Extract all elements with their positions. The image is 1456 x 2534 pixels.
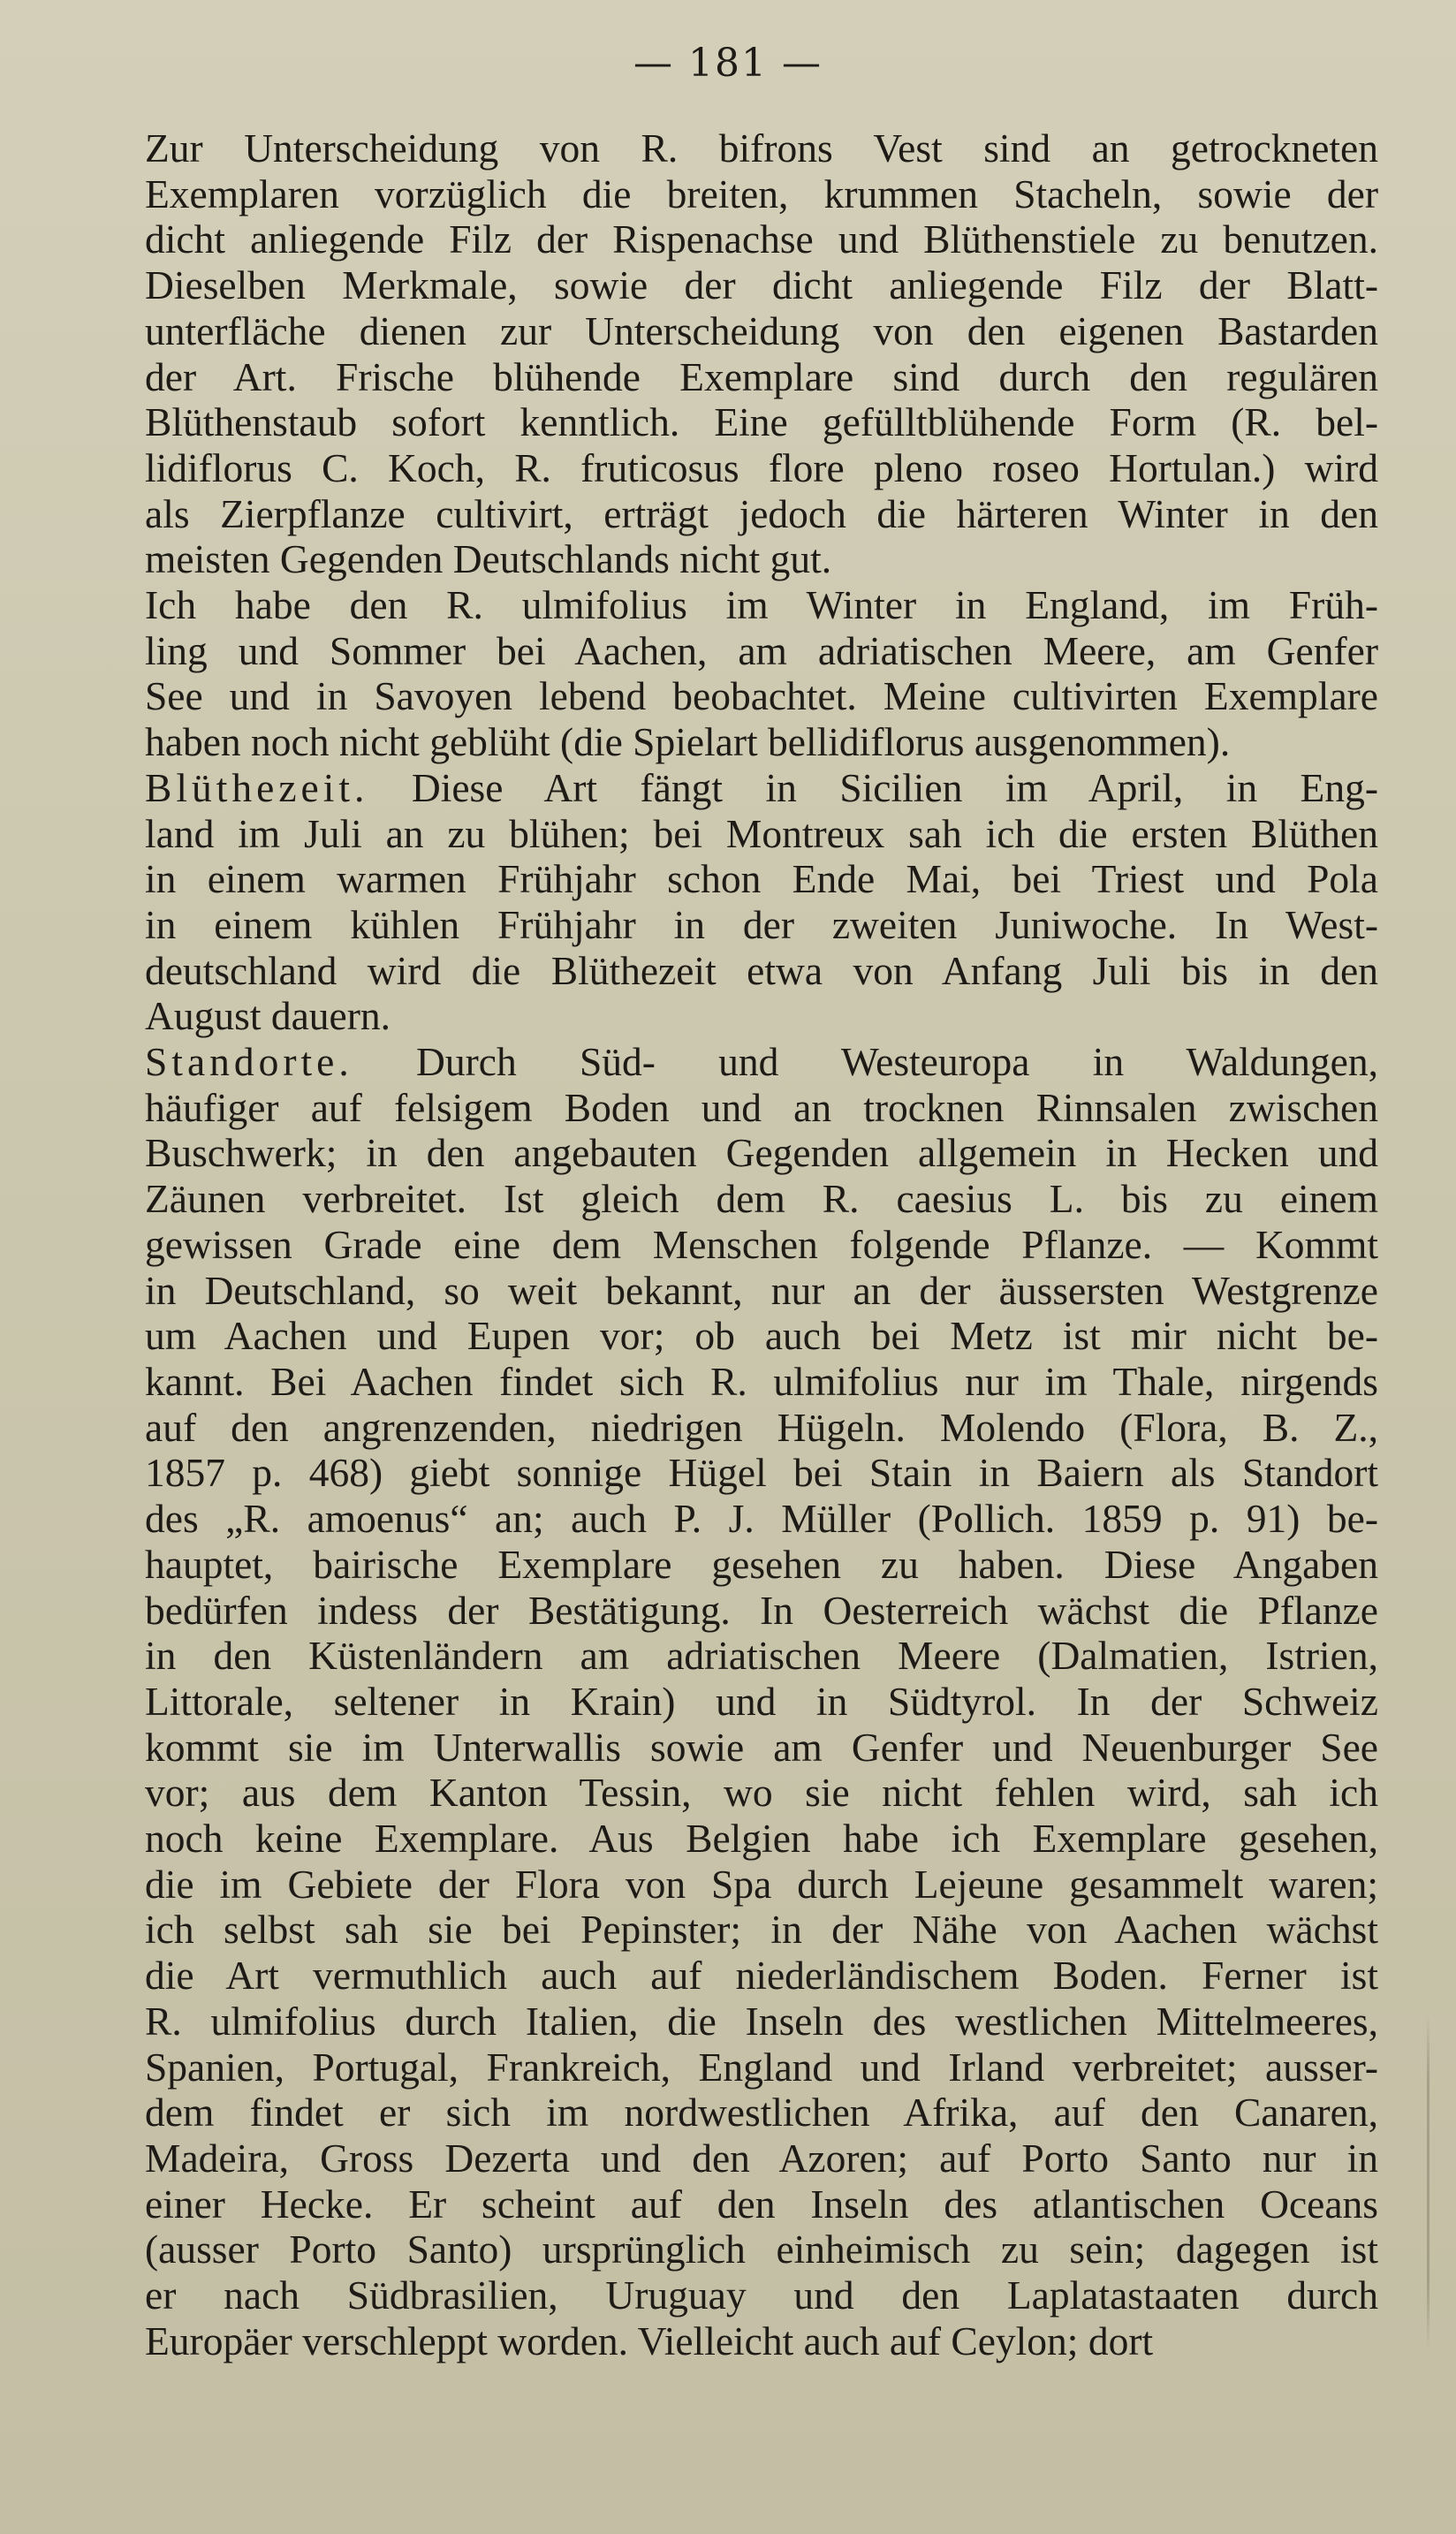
text-line: haben noch nicht geblüht (die Spielart bellidiflorus ausgenommen). [145, 719, 1231, 765]
text-line: dem findet er sich im nordwestlichen Afrika, auf den Canaren, [145, 2090, 1378, 2136]
text-line: bedürfen indess der Bestätigung. In Oesterreich wächst die Pflanze [145, 1587, 1378, 1633]
text-line: (ausser Porto Santo) ursprünglich einheimisch zu sein; dagegen ist [145, 2227, 1378, 2272]
text-line: noch keine Exemplare. Aus Belgien habe ich Exemplare gesehen, [145, 1816, 1378, 1862]
text-line: land im Juli an zu blühen; bei Montreux sah ich die ersten Blüthen [145, 810, 1378, 856]
text-line: in den Küstenländern am adriatischen Meere (Dalmatien, Istrien, [145, 1633, 1378, 1679]
text-line [53, 1039, 1378, 1085]
section-lead: Standorte. [145, 1039, 353, 1085]
text-line: in Deutschland, so weit bekannt, nur an der äussersten Westgrenze [145, 1267, 1378, 1313]
text-line: deutschland wird die Blüthezeit etwa von Anfang Juli bis in den [145, 947, 1378, 993]
text-line: vor; aus dem Kanton Tessin, wo sie nicht fehlen wird, sah ich [145, 1770, 1378, 1816]
text-line: um Aachen und Eupen vor; ob auch bei Metz ist mir nicht be- [145, 1313, 1378, 1359]
text-line: ling und Sommer bei Aachen, am adriatischen Meere, am Genfer [145, 627, 1378, 673]
text-line: hauptet, bairische Exemplare gesehen zu haben. Diese Angaben [145, 1541, 1378, 1587]
section-lead: Blüthezeit. [145, 764, 369, 810]
text-line: als Zierpflanze cultivirt, erträgt jedoch die härteren Winter in den [145, 490, 1378, 536]
text-line: ich selbst sah sie bei Pepinster; in der Nähe von Aachen wächst [145, 1907, 1378, 1953]
text-line: R. ulmifolius durch Italien, die Inseln des westlichen Mittelmeeres, [145, 1998, 1378, 2044]
text-line [53, 765, 1378, 811]
text-line: kannt. Bei Aachen findet sich R. ulmifolius nur im Thale, nirgends [145, 1358, 1378, 1404]
text-line: in einem kühlen Frühjahr in der zweiten Juniwoche. In West- [145, 901, 1378, 947]
page-number: — 181 — [633, 41, 823, 86]
paragraph-2 [53, 582, 1378, 765]
text-line: einer Hecke. Er scheint auf den Inseln des atlantischen Oceans [145, 2181, 1378, 2227]
paragraph-4 [53, 1039, 1378, 2363]
text-line: lidiflorus C. Koch, R. fruticosus flore pleno roseo Hortulan.) wird [145, 444, 1378, 490]
text-line: August dauern. [145, 993, 391, 1039]
text-line-rest: Durch Süd- und Westeuropa in Waldungen, [353, 1039, 1378, 1085]
text-line: Zäunen verbreitet. Ist gleich dem R. caesius L. bis zu einem [145, 1176, 1378, 1222]
text-line: die im Gebiete der Flora von Spa durch Lejeune gesammelt waren; [145, 1861, 1378, 1907]
text-line: See und in Savoyen lebend beobachtet. Meine cultivirten Exemplare [145, 673, 1378, 719]
text-line: Zur Unterscheidung von R. bifrons Vest sind an getrockneten [145, 125, 1378, 171]
text-line: unterfläche dienen zur Unterscheidung von den eigenen Bastarden [145, 307, 1378, 353]
text-line: Madeira, Gross Dezerta und den Azoren; auf Porto Santo nur in [145, 2135, 1378, 2181]
paragraph-1 [53, 125, 1378, 582]
paragraph-3 [53, 765, 1378, 1039]
text-line: Dieselben Merkmale, sowie der dicht anliegende Filz der Blatt- [145, 262, 1378, 308]
text-line: er nach Südbrasilien, Uruguay und den Laplatastaaten durch [145, 2272, 1378, 2318]
text-line: Exemplaren vorzüglich die breiten, krummen Stacheln, sowie der [145, 171, 1378, 216]
text-line: dicht anliegende Filz der Rispenachse und Blüthenstiele zu benutzen. [145, 216, 1378, 262]
text-line: Spanien, Portugal, Frankreich, England und Irland verbreitet; ausser- [145, 2044, 1378, 2090]
text-line: Blüthenstaub sofort kenntlich. Eine gefülltblühende Form (R. bel- [145, 399, 1378, 445]
text-line: des „R. amoenus“ an; auch P. J. Müller (Pollich. 1859 p. 91) be- [145, 1496, 1378, 1542]
text-line: Ich habe den R. ulmifolius im Winter in England, im Früh- [145, 582, 1378, 628]
text-line: die Art vermuthlich auch auf niederländischem Boden. Ferner ist [145, 1953, 1378, 1999]
text-line: meisten Gegenden Deutschlands nicht gut. [145, 536, 832, 582]
text-line: der Art. Frische blühende Exemplare sind durch den regulären [145, 353, 1378, 399]
text-line-rest: Diese Art fängt in Sicilien im April, in Eng- [368, 764, 1378, 810]
text-line: gewissen Grade eine dem Menschen folgende Pflanze. — Kommt [145, 1221, 1378, 1267]
text-line: auf den angrenzenden, niedrigen Hügeln. Molendo (Flora, B. Z., [145, 1404, 1378, 1450]
text-line: in einem warmen Frühjahr schon Ende Mai, bei Triest und Pola [145, 856, 1378, 902]
text-line: Buschwerk; in den angebauten Gegenden allgemein in Hecken und [145, 1130, 1378, 1176]
text-line: häufiger auf felsigem Boden und an trocknen Rinnsalen zwischen [145, 1084, 1378, 1130]
body-text [53, 125, 1378, 2363]
text-line: kommt sie im Unterwallis sowie am Genfer und Neuenburger See [145, 1724, 1378, 1770]
text-line: Littorale, seltener in Krain) und in Südtyrol. In der Schweiz [145, 1678, 1378, 1724]
text-line: 1857 p. 468) giebt sonnige Hügel bei Stain in Baiern als Standort [145, 1450, 1378, 1496]
page-edge-shadow [1427, 2014, 1429, 2350]
text-line: Europäer verschleppt worden. Vielleicht auch auf Ceylon; dort [145, 2318, 1154, 2363]
